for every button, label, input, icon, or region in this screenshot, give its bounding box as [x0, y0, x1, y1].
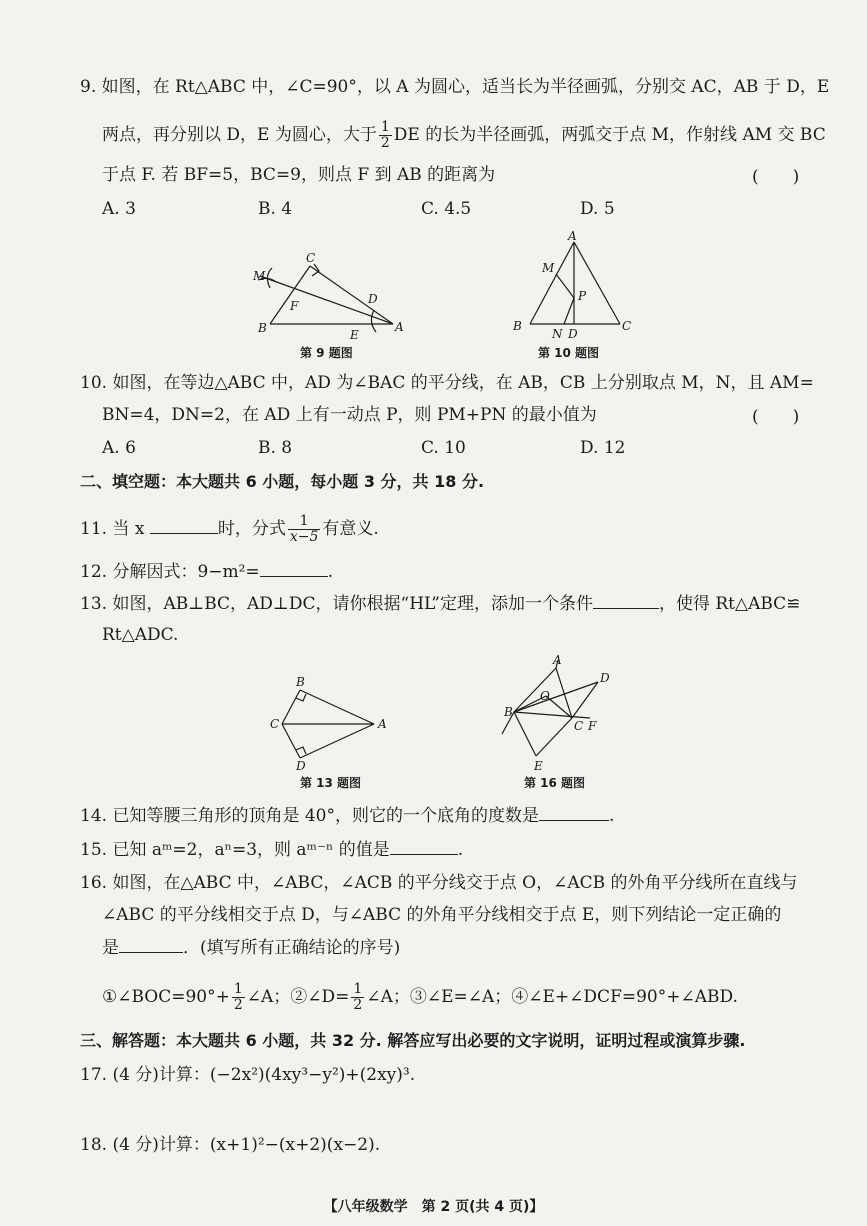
q11-text-a: 11. 当 x [80, 519, 145, 539]
q16-fraction-1: $\frac{1}{2}$ [233, 981, 243, 1013]
q9-line1: 9. 如图，在 Rt△ABC 中，∠C=90°，以 A 为圆心，适当长为半径画弧，分别交 AC，AB 于 D，E [80, 77, 830, 97]
q9-line2 [102, 120, 826, 151]
q9-label-b: B [258, 321, 267, 335]
q16-label-a: A [553, 653, 562, 667]
q16-label-d: D [600, 671, 610, 685]
q14 [80, 804, 614, 827]
q13-line1 [80, 592, 800, 615]
q16-figure [498, 652, 628, 774]
section-2-heading: 二、填空题：本大题共 6 小题，每小题 3 分，共 18 分. [80, 472, 485, 491]
q13-line2: Rt△ADC. [102, 625, 179, 645]
q9-line2-b: DE 的长为半径画弧，两弧交于点 M，作射线 AM 交 BC [393, 125, 826, 145]
q10-answer-paren: ( ) [752, 407, 800, 427]
q9-label-f: F [290, 299, 299, 313]
q15-answer-blank[interactable] [390, 838, 458, 855]
q16-text-b: ．(填写所有正确结论的序号) [183, 938, 401, 958]
q16-label-b: B [504, 705, 513, 719]
q12-text-b: . [327, 562, 334, 582]
q10-label-d: D [568, 327, 578, 341]
q9-label-a: A [395, 320, 404, 334]
q15 [80, 838, 463, 861]
q9-label-e: E [350, 328, 359, 342]
q11-text-c: 有意义. [322, 519, 379, 539]
q11-text-b: 时，分式 [217, 519, 286, 539]
q12 [80, 560, 333, 583]
q16-figure-caption: 第 16 题图 [524, 776, 586, 790]
q16-conclusion-2-a: ∠A；②∠D= [246, 987, 350, 1007]
q11-answer-blank[interactable] [150, 517, 218, 534]
page-footer: 【八年级数学 第 2 页(共 4 页)】 [323, 1199, 544, 1215]
q10-option-c: C. 10 [421, 438, 466, 458]
q10-label-a: A [568, 229, 577, 243]
q13-figure-caption: 第 13 题图 [300, 776, 362, 790]
q16-conclusion-rest: ∠A；③∠E=∠A；④∠E+∠DCF=90°+∠ABD. [366, 987, 738, 1007]
q10-line2: BN=4，DN=2，在 AD 上有一动点 P，则 PM+PN 的最小值为 [102, 405, 597, 425]
fraction-half: $\frac{1}{2}$ [380, 119, 390, 151]
q9-option-d: D. 5 [580, 199, 615, 219]
q13-label-a: A [378, 717, 387, 731]
q16-label-f: F [588, 719, 597, 733]
q18: 18. (4 分)计算：(x+1)²−(x+2)(x−2). [80, 1135, 381, 1155]
q11 [80, 514, 379, 545]
q15-text-a: 15. 已知 aᵐ=2，aⁿ=3，则 aᵐ⁻ⁿ 的值是 [80, 840, 390, 860]
q9-option-b: B. 4 [258, 199, 293, 219]
q10-label-b: B [513, 319, 522, 333]
q16-label-c: C [574, 719, 584, 733]
q12-text-a: 12. 分解因式：9−m²= [80, 562, 260, 582]
q10-option-b: B. 8 [258, 438, 293, 458]
q10-line1: 10. 如图，在等边△ABC 中，AD 为∠BAC 的平分线，在 AB，CB 上分别取点 M，N，且 AM= [80, 373, 814, 393]
q10-figure [508, 229, 638, 344]
q9-label-d: D [368, 292, 378, 306]
q10-label-c: C [622, 319, 632, 333]
q14-text-b: . [608, 806, 615, 826]
q10-option-a: A. 6 [102, 438, 136, 458]
q16-fraction-2: $\frac{1}{2}$ [353, 981, 363, 1013]
q16-text-a: 是 [102, 938, 119, 958]
q9-figure [250, 250, 410, 345]
q9-label-m: M [253, 269, 266, 283]
q16-conclusions [102, 982, 738, 1013]
q10-label-p: P [578, 289, 587, 303]
q10-label-m: M [542, 261, 555, 275]
q13-answer-blank[interactable] [593, 592, 659, 609]
q15-text-b: . [457, 840, 464, 860]
section-3-heading: 三、解答题：本大题共 6 小题，共 32 分. 解答应写出必要的文字说明，证明过程或演算步骤. [80, 1031, 746, 1050]
q13-text-a: 13. 如图，AB⊥BC，AD⊥DC，请你根据“HL”定理，添加一个条件 [80, 594, 593, 614]
q9-figure-caption: 第 9 题图 [300, 346, 353, 360]
q10-label-n: N [552, 327, 563, 341]
q9-option-c: C. 4.5 [421, 199, 472, 219]
q9-label-c: C [306, 251, 316, 265]
q14-text-a: 14. 已知等腰三角形的顶角是 40°，则它的一个底角的度数是 [80, 806, 539, 826]
q9-option-a: A. 3 [102, 199, 136, 219]
q10-figure-caption: 第 10 题图 [538, 346, 600, 360]
q12-answer-blank[interactable] [260, 560, 328, 577]
q13-label-d: D [296, 759, 306, 773]
q16-conclusion-1-a: ①∠BOC=90°+ [102, 987, 230, 1007]
q13-text-b: ，使得 Rt△ABC≌ [658, 594, 801, 614]
q16-line1: 16. 如图，在△ABC 中，∠ABC，∠ACB 的平分线交于点 O，∠ACB 的外角平分线所在直线与 [80, 873, 798, 893]
q10-option-d: D. 12 [580, 438, 626, 458]
q13-label-b: B [296, 675, 305, 689]
q16-answer-blank[interactable] [119, 936, 183, 953]
q16-line2: ∠ABC 的平分线相交于点 D，与∠ABC 的外角平分线相交于点 E，则下列结论一定正确的 [102, 905, 782, 925]
q9-line3: 于点 F. 若 BF=5，BC=9，则点 F 到 AB 的距离为 [102, 165, 496, 185]
q13-figure [268, 674, 398, 774]
q17: 17. (4 分)计算：(−2x²)(4xy³−y²)+(2xy)³. [80, 1065, 416, 1085]
q14-answer-blank[interactable] [539, 804, 609, 821]
q13-label-c: C [270, 717, 280, 731]
q9-line2-a: 两点，再分别以 D，E 为圆心，大于 [102, 125, 377, 145]
q16-line3 [102, 936, 400, 959]
q11-fraction: $\frac{1}{x-5}$ [289, 513, 319, 545]
q9-answer-paren: ( ) [752, 167, 800, 187]
q16-label-o: O [540, 689, 550, 703]
q16-label-e: E [534, 759, 543, 773]
